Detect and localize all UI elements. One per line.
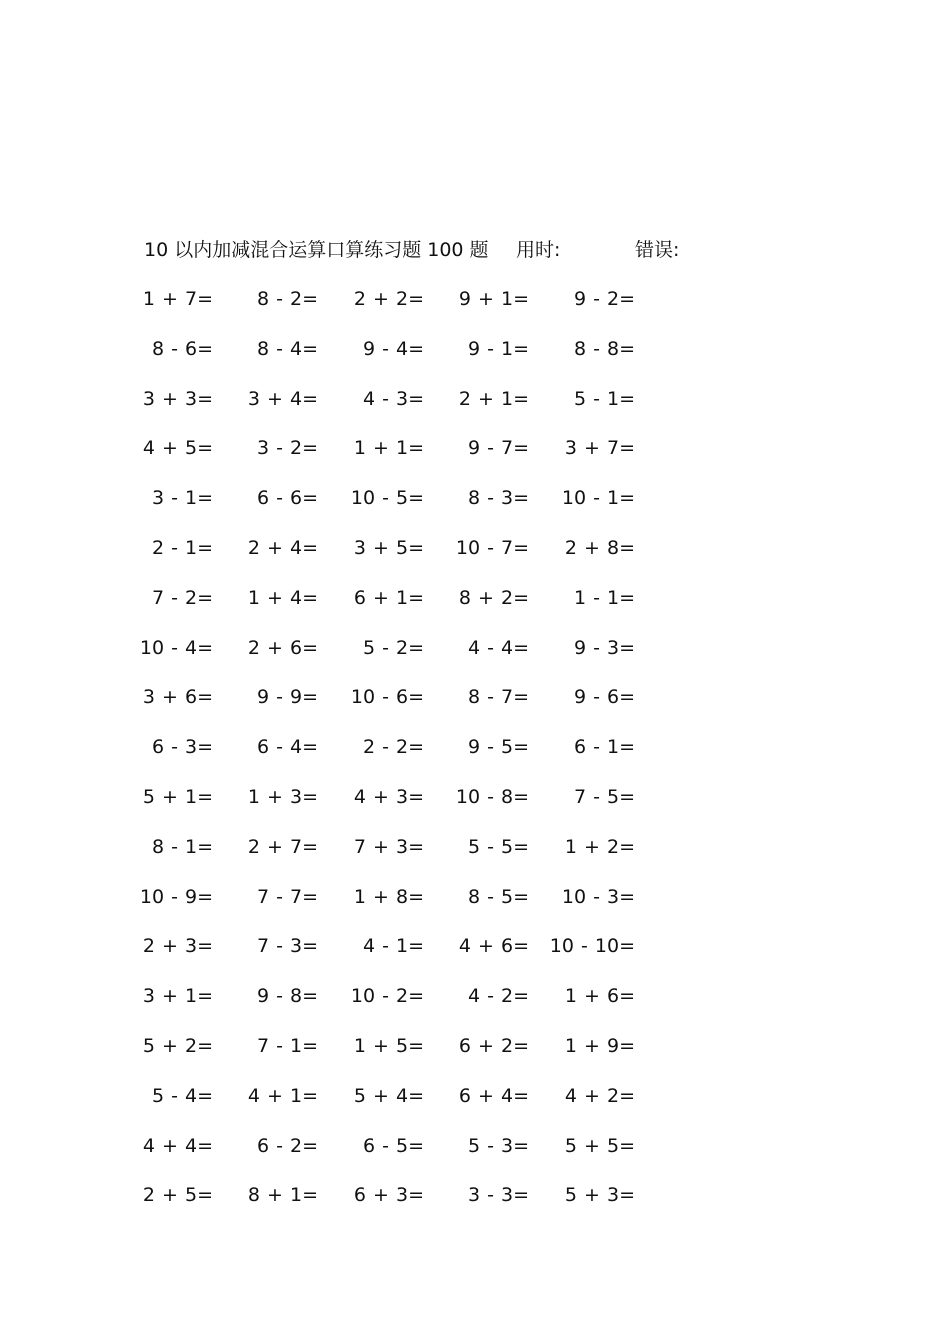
problem-r7-c4: 8 + 2= — [458, 586, 529, 609]
errors-label: 错误: — [635, 239, 680, 261]
problem-r7-c1: 7 - 2= — [151, 586, 213, 609]
problem-r2-c3: 9 - 4= — [362, 337, 424, 360]
problem-r2-c4: 9 - 1= — [467, 337, 529, 360]
problem-r3-c2: 3 + 4= — [247, 387, 318, 410]
problem-r11-c2: 1 + 3= — [247, 786, 318, 808]
problem-r11-c1: 5 + 1= — [142, 786, 213, 808]
problem-r7-c2: 1 + 4= — [247, 586, 318, 609]
problem-r1-c4: 9 + 1= — [458, 288, 529, 310]
problem-r5-c1: 3 - 1= — [151, 487, 213, 510]
problem-r1-c2: 8 - 2= — [256, 288, 318, 310]
problem-r15-c2: 9 - 8= — [256, 985, 318, 1008]
problem-r9-c5: 9 - 6= — [573, 686, 635, 709]
problem-r9-c3: 10 - 6= — [350, 686, 424, 709]
problem-r11-c4: 10 - 8= — [455, 786, 529, 808]
problem-r3-c3: 4 - 3= — [362, 387, 424, 410]
problem-r14-c2: 7 - 3= — [256, 935, 318, 958]
problem-r8-c1: 10 - 4= — [139, 636, 213, 659]
problem-r13-c3: 1 + 8= — [353, 885, 424, 908]
problem-r11-c3: 4 + 3= — [353, 786, 424, 808]
problem-r4-c3: 1 + 1= — [353, 437, 424, 460]
problem-r3-c1: 3 + 3= — [142, 387, 213, 410]
problem-r1-c5: 9 - 2= — [573, 288, 635, 310]
problem-r18-c1: 4 + 4= — [142, 1134, 213, 1157]
problem-r3-c4: 2 + 1= — [458, 387, 529, 410]
problem-r4-c1: 4 + 5= — [142, 437, 213, 460]
problem-r9-c4: 8 - 7= — [467, 686, 529, 709]
problem-r13-c5: 10 - 3= — [561, 885, 635, 908]
problem-r18-c2: 6 - 2= — [256, 1134, 318, 1157]
problem-r5-c4: 8 - 3= — [467, 487, 529, 510]
problem-r16-c1: 5 + 2= — [142, 1035, 213, 1057]
problem-r15-c1: 3 + 1= — [142, 985, 213, 1008]
problem-r2-c5: 8 - 8= — [573, 337, 635, 360]
problem-r9-c2: 9 - 9= — [256, 686, 318, 709]
worksheet-title: 10 以内加减混合运算口算练习题 100 题 — [144, 239, 489, 261]
problem-r6-c4: 10 - 7= — [455, 537, 529, 559]
problem-r13-c2: 7 - 7= — [256, 885, 318, 908]
problem-r4-c4: 9 - 7= — [467, 437, 529, 460]
problem-r12-c1: 8 - 1= — [151, 835, 213, 858]
problem-r10-c1: 6 - 3= — [151, 736, 213, 759]
problem-r4-c5: 3 + 7= — [564, 437, 635, 460]
problem-r19-c2: 8 + 1= — [247, 1184, 318, 1207]
problem-r7-c3: 6 + 1= — [353, 586, 424, 609]
problem-r16-c3: 1 + 5= — [353, 1035, 424, 1057]
problem-r18-c5: 5 + 5= — [564, 1134, 635, 1157]
problem-r18-c4: 5 - 3= — [467, 1134, 529, 1157]
problem-r1-c3: 2 + 2= — [353, 288, 424, 310]
problem-r9-c1: 3 + 6= — [142, 686, 213, 709]
problem-r19-c3: 6 + 3= — [353, 1184, 424, 1207]
problem-r10-c3: 2 - 2= — [362, 736, 424, 759]
problem-r14-c1: 2 + 3= — [142, 935, 213, 958]
problem-r17-c1: 5 - 4= — [151, 1084, 213, 1107]
problem-r16-c5: 1 + 9= — [564, 1035, 635, 1057]
problem-r8-c5: 9 - 3= — [573, 636, 635, 659]
problem-r7-c5: 1 - 1= — [573, 586, 635, 609]
problem-r2-c2: 8 - 4= — [256, 337, 318, 360]
problem-r17-c4: 6 + 4= — [458, 1084, 529, 1107]
problem-r12-c4: 5 - 5= — [467, 835, 529, 858]
problem-r14-c3: 4 - 1= — [362, 935, 424, 958]
problem-r5-c5: 10 - 1= — [561, 487, 635, 510]
problem-r19-c5: 5 + 3= — [564, 1184, 635, 1207]
problem-r14-c5: 10 - 10= — [549, 935, 635, 958]
problem-r8-c2: 2 + 6= — [247, 636, 318, 659]
problem-r6-c3: 3 + 5= — [353, 537, 424, 559]
problem-r12-c2: 2 + 7= — [247, 835, 318, 858]
problem-r17-c2: 4 + 1= — [247, 1084, 318, 1107]
problem-r15-c5: 1 + 6= — [564, 985, 635, 1008]
problem-r10-c2: 6 - 4= — [256, 736, 318, 759]
problem-r11-c5: 7 - 5= — [573, 786, 635, 808]
problem-r13-c4: 8 - 5= — [467, 885, 529, 908]
problem-r4-c2: 3 - 2= — [256, 437, 318, 460]
problem-r16-c4: 6 + 2= — [458, 1035, 529, 1057]
problem-r5-c2: 6 - 6= — [256, 487, 318, 510]
problem-r19-c1: 2 + 5= — [142, 1184, 213, 1207]
problem-r18-c3: 6 - 5= — [362, 1134, 424, 1157]
problem-r6-c1: 2 - 1= — [151, 537, 213, 559]
problem-r6-c2: 2 + 4= — [247, 537, 318, 559]
problem-r2-c1: 8 - 6= — [151, 337, 213, 360]
problem-r5-c3: 10 - 5= — [350, 487, 424, 510]
problem-r17-c5: 4 + 2= — [564, 1084, 635, 1107]
problem-r6-c5: 2 + 8= — [564, 537, 635, 559]
problem-r12-c5: 1 + 2= — [564, 835, 635, 858]
problem-r19-c4: 3 - 3= — [467, 1184, 529, 1207]
problem-r17-c3: 5 + 4= — [353, 1084, 424, 1107]
problem-r16-c2: 7 - 1= — [256, 1035, 318, 1057]
problem-r15-c4: 4 - 2= — [467, 985, 529, 1008]
problem-r13-c1: 10 - 9= — [139, 885, 213, 908]
problem-r15-c3: 10 - 2= — [350, 985, 424, 1008]
problem-r8-c4: 4 - 4= — [467, 636, 529, 659]
problem-r10-c4: 9 - 5= — [467, 736, 529, 759]
problem-r8-c3: 5 - 2= — [362, 636, 424, 659]
problem-r10-c5: 6 - 1= — [573, 736, 635, 759]
problem-r3-c5: 5 - 1= — [573, 387, 635, 410]
time-label: 用时: — [516, 239, 561, 261]
problem-r12-c3: 7 + 3= — [353, 835, 424, 858]
problem-r14-c4: 4 + 6= — [458, 935, 529, 958]
problem-r1-c1: 1 + 7= — [142, 288, 213, 310]
